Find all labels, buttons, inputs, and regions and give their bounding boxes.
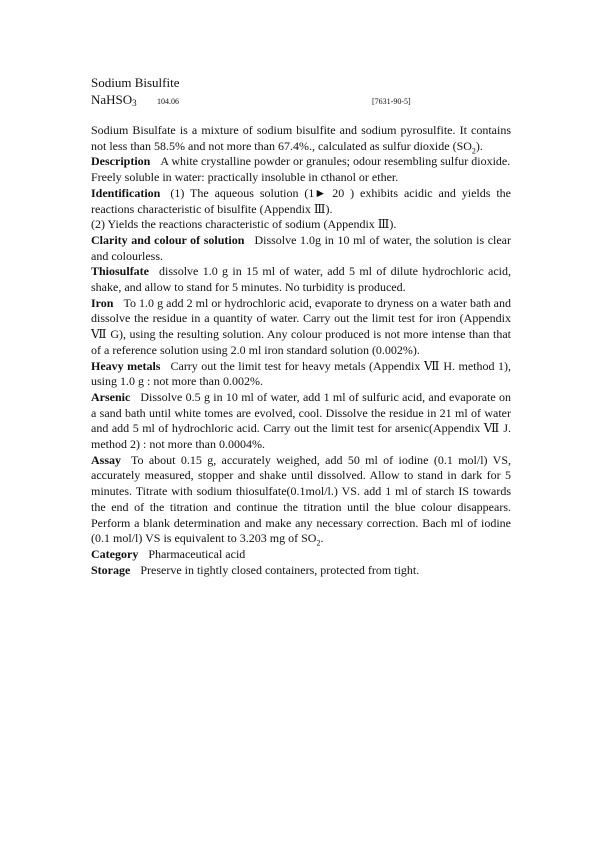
category-heading: Category (91, 546, 139, 561)
monograph-title: Sodium Bisulfite (91, 75, 180, 90)
clarity-section (91, 233, 511, 264)
arsenic-text: Dissolve 0.5 g in 10 ml of water, add 1 ml of sulfuric acid, and evaporate on a sand bath until white tomes are evolved, cool. Dissolve the residue in 21 ml of water and add 5 ml of hydrochloric acid. Carry out the limit test for arsenic(Appendix Ⅶ J. method 2) : not more than 0.0004%. (91, 389, 511, 452)
description-heading: Description (91, 154, 151, 169)
molecular-weight: 104.06 (157, 97, 179, 106)
monograph-body (91, 123, 511, 578)
formula-subscript: 3 (132, 98, 137, 108)
iron-text: To 1.0 g add 2 ml or hydrochloric acid, evaporate to dryness on a water bath and dissolve the residue in a quantity of water. Carry out the limit test for iron (Appendix Ⅶ G), using the resulting solution. Any colour produced is not more intense than that of a reference solution using 2.0 ml iron standard solution (0.002%). (91, 295, 511, 357)
assay-section: Assay To about 0.15 g, accurately weighed, add 50 ml of iodine (0.1 mol/l) VS, accurately measured, stopper and shake until dissolved. Allow to stand in dark for 5 minutes. Titrate with sodium thiosulfate(0.1mol/l.) VS. add 1 ml of starch IS towards the end of the titration and continue the titration until the blue colour disappears. Perform a blank determination and make any necessary correction. Bach ml of iodine (0.1 mol/l) VS is equivalent to 3.203 mg of $SO_2$. (91, 452, 511, 548)
formula-main: NaHSO (91, 92, 133, 107)
assay-heading: Assay (91, 452, 122, 467)
cas-number: [7631-90-5] (372, 97, 411, 106)
identification-text-2: (2) Yields the reactions characteristic of sodium (Appendix Ⅲ). (91, 217, 397, 232)
description-section (91, 154, 511, 170)
identification-heading: Identification (91, 185, 161, 200)
description-text: A white crystalline powder or granules; odour resembling sulfur dioxide. (160, 154, 511, 169)
intro-paragraph: Sodium Bisulfate is a mixture of sodium bisulfite and sodium pyrosulfite. It contains not less than 58.5% and not more than 67.4%., calculated as sulfur dioxide $(SO_2)$. (91, 123, 511, 156)
identification-text-1: (1) The aqueous solution (1► 20 ) exhibits acidic and yields the reactions characteristic of bisulfite (Appendix Ⅲ). (91, 185, 511, 216)
solubility-text: Freely soluble in water: practically insoluble in cthanol or ether. (91, 170, 399, 185)
assay-text: To about 0.15 g, accurately weighed, add 50 ml of iodine (0.1 mol/l) VS, accurately measured, stopper and shake until dissolved. Allow to stand in dark for 5 minutes. Titrate with sodium thiosulfate(0.1mol/l.) VS. add 1 ml of starch IS towards the end of the titration and continue the titration until the blue colour disappears. Perform a blank determination and make any necessary correction. Bach ml of iodine (0.1 mol/l) VS is equivalent to 3.203 mg of SO (91, 452, 511, 546)
iron-heading: Iron (91, 295, 114, 310)
chemical-formula (91, 92, 137, 107)
identification-section (91, 186, 511, 217)
arsenic-section (91, 390, 511, 453)
heavy-metals-text: Carry out the limit test for heavy metals (Appendix Ⅶ H. method 1), using 1.0 g : not more than 0.002%. (91, 358, 511, 389)
storage-section (91, 563, 511, 579)
clarity-text: Dissolve 1.0g in 10 ml of water, the solution is clear and colourless. (91, 232, 512, 263)
storage-text: Preserve in tightly closed containers, protected from tight. (140, 562, 420, 577)
heavy-metals-section (91, 359, 511, 390)
heavy-metals-heading: Heavy metals (91, 358, 161, 373)
storage-heading: Storage (91, 562, 131, 577)
iron-section (91, 296, 511, 359)
category-text: Pharmaceutical acid (148, 546, 246, 561)
thiosulfate-heading: Thiosulfate (91, 264, 150, 279)
thiosulfate-text: dissolve 1.0 g in 15 ml of water, add 5 ml of dilute hydrochloric acid, shake, and allow to stand for 5 minutes. No turbidity is produced. (91, 264, 511, 295)
clarity-heading: Clarity and colour of solution (91, 232, 245, 247)
formula-line (91, 92, 521, 108)
category-section (91, 547, 511, 563)
arsenic-heading: Arsenic (91, 389, 131, 404)
thiosulfate-section (91, 264, 511, 295)
